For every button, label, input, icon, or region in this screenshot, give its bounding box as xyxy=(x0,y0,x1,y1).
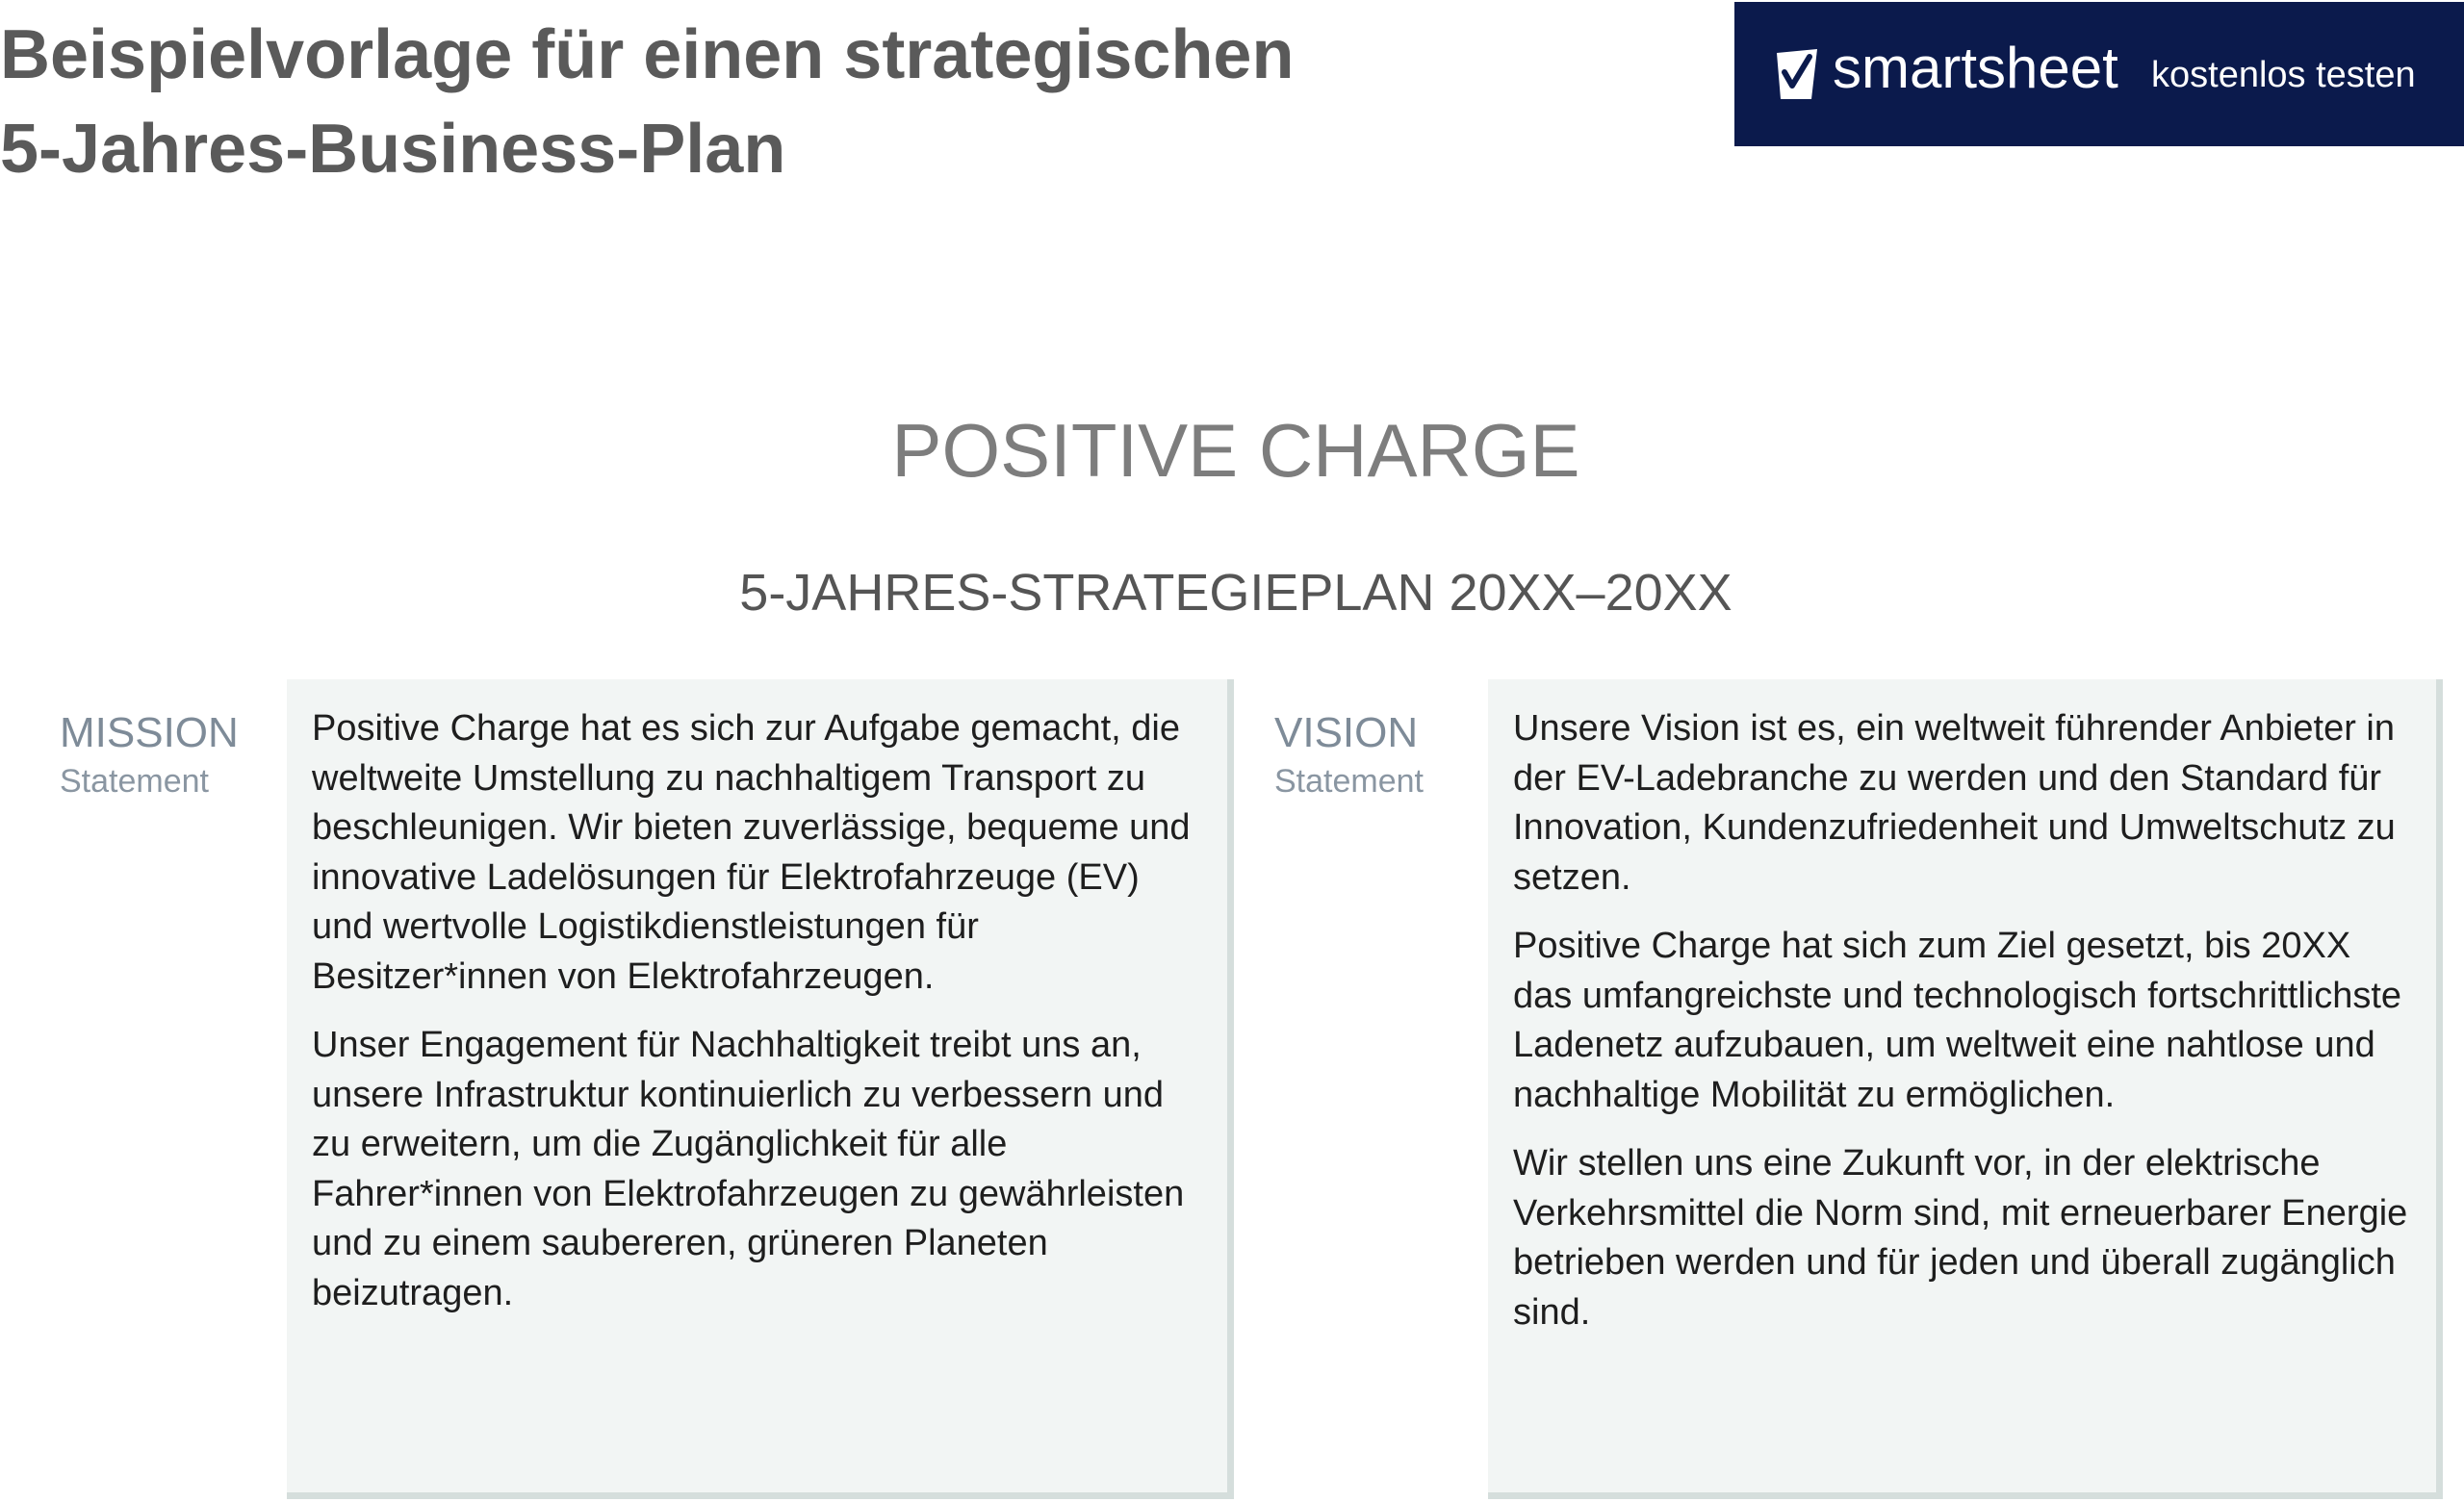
vision-paragraph-3: Wir stellen uns eine Zukunft vor, in der elektrische Verkehrsmittel die Norm sind, mit erneuerbarer Energie betrieben werden und für jeden und überall zugänglich sind. xyxy=(1513,1143,2408,1333)
document-title xyxy=(0,8,1294,196)
smartsheet-trial-banner[interactable] xyxy=(1734,2,2464,146)
brand-name: smartsheet xyxy=(1833,36,2118,100)
document-title-line-2: 5-Jahres-Business-Plan xyxy=(0,111,786,188)
plan-title: 5-JAHRES-STRATEGIEPLAN 20XX–20XX xyxy=(739,564,1732,622)
vision-label xyxy=(1274,706,1424,802)
mission-paragraph-1: Positive Charge hat es sich zur Aufgabe gemacht, die weltweite Umstellung zu nachhaltigem Transport zu beschleunigen. Wir bieten zuverlässige, bequeme und innovative Ladelösungen für Elektrofahrzeuge (EV) und wertvolle Logistikdienstleistungen für Besitzer*innen von Elektrofahrzeugen. xyxy=(312,708,1191,997)
document-title-line-1: Beispielvorlage für einen strategischen xyxy=(0,16,1295,93)
mission-label-subheading: Statement xyxy=(60,763,209,800)
mission-paragraph-2: Unser Engagement für Nachhaltigkeit treibt uns an, unsere Infrastruktur kontinuierlich zu verbessern und zu erweitern, um die Zugänglichkeit für alle Fahrer*innen von Elektrofahrzeugen zu gewährleisten und zu einem saubereren, grüneren Planeten beizutragen. xyxy=(312,1025,1185,1313)
smartsheet-checkmark-logo-icon xyxy=(1775,47,1819,101)
vision-label-heading: VISION xyxy=(1274,709,1419,756)
company-name: POSITIVE CHARGE xyxy=(891,408,1580,493)
mission-label-heading: MISSION xyxy=(60,709,239,756)
vision-label-subheading: Statement xyxy=(1274,763,1424,800)
free-trial-link[interactable]: kostenlos testen xyxy=(2151,55,2416,95)
mission-label xyxy=(60,706,239,802)
vision-paragraph-2: Positive Charge hat sich zum Ziel gesetzt, bis 20XX das umfangreichste und technologisch fortschrittlichste Ladenetz aufzubauen, um weltweit eine nahtlose und nachhaltige Mobilität zu ermöglichen. xyxy=(1513,926,2402,1115)
vision-paragraph-1: Unsere Vision ist es, ein weltweit führender Anbieter in der EV-Ladebranche zu werden und den Standard für Innovation, Kundenzufriedenheit und Umweltschutz zu setzen. xyxy=(1513,708,2396,898)
mission-statement-card xyxy=(287,679,1234,1499)
vision-statement-card xyxy=(1488,679,2443,1499)
